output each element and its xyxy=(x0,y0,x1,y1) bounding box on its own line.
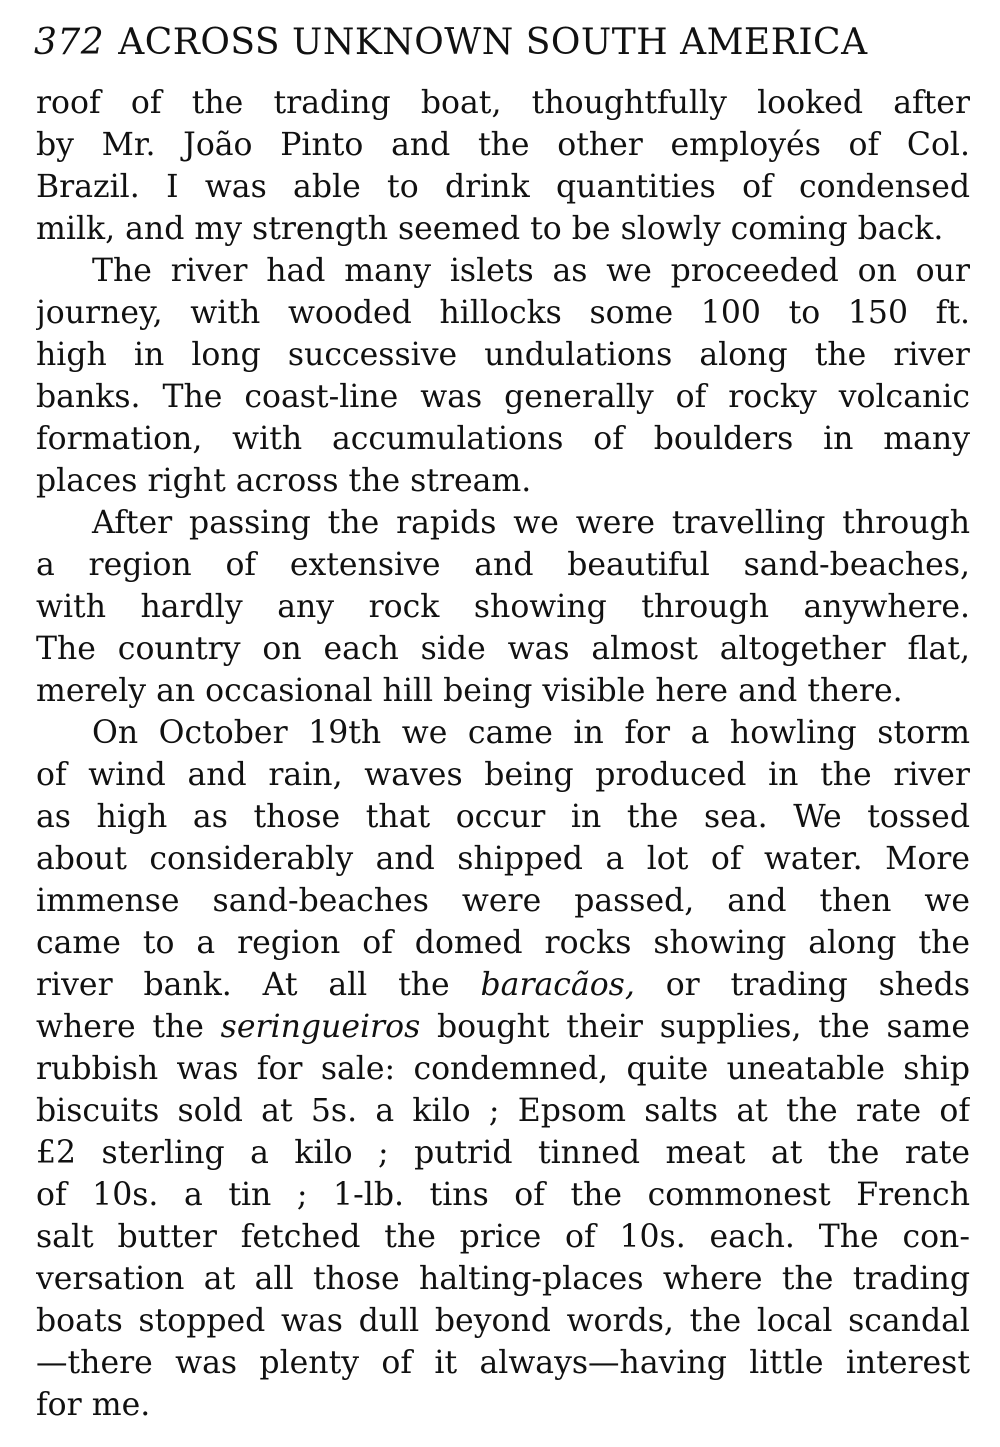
text-line: for me. xyxy=(36,1387,151,1423)
text-line: roof of the trading boat, thoughtfully looked after xyxy=(36,85,970,121)
text-line: merely an occasional hill being visible here and there. xyxy=(36,673,903,709)
text-segment: or trading sheds xyxy=(634,967,970,1003)
text-line: boats stopped was dull beyond words, the local scandal xyxy=(36,1303,970,1339)
text-line: salt butter fetched the price of 10s. each. The con- xyxy=(36,1219,970,1255)
page-number: 372 xyxy=(34,22,105,63)
text-line: high in long successive undulations along the river xyxy=(36,337,970,373)
text-segment: river bank. At all the xyxy=(36,967,481,1003)
text-line: of wind and rain, waves being produced in the river xyxy=(36,757,970,793)
text-line xyxy=(36,964,970,1006)
paragraph-first-line: After passing the rapids we were travelling through xyxy=(92,505,970,541)
running-title: ACROSS UNKNOWN SOUTH AMERICA xyxy=(118,22,868,63)
text-line: Brazil. I was able to drink quantities of condensed xyxy=(36,169,970,205)
page-header xyxy=(34,20,974,66)
text-line: biscuits sold at 5s. a kilo ; Epsom salts at the rate of xyxy=(36,1093,970,1129)
text-segment: bought their supplies, the same xyxy=(420,1009,970,1045)
text-line: journey, with wooded hillocks some 100 to 150 ft. xyxy=(36,295,970,331)
text-line: about considerably and shipped a lot of water. More xyxy=(36,841,970,877)
italic-term: baracãos, xyxy=(480,967,635,1003)
text-line: £2 sterling a kilo ; putrid tinned meat at the rate xyxy=(36,1135,970,1171)
text-line: rubbish was for sale: condemned, quite uneatable ship xyxy=(36,1051,970,1087)
text-line: versation at all those halting-places where the trading xyxy=(36,1261,970,1297)
text-line: with hardly any rock showing through anywhere. xyxy=(36,589,970,625)
paragraph-first-line: The river had many islets as we proceeded on our xyxy=(92,253,970,289)
text-line: a region of extensive and beautiful sand-beaches, xyxy=(36,547,970,583)
text-line: by Mr. João Pinto and the other employés of Col. xyxy=(36,127,970,163)
text-line xyxy=(36,1006,970,1048)
text-line: banks. The coast-line was generally of rocky volcanic xyxy=(36,379,970,415)
text-line: formation, with accumulations of boulders in many xyxy=(36,421,970,457)
italic-term: seringueiros xyxy=(220,1009,421,1045)
text-line: came to a region of domed rocks showing along the xyxy=(36,925,970,961)
paragraph-first-line: On October 19th we came in for a howling storm xyxy=(92,715,970,751)
text-line: as high as those that occur in the sea. We tossed xyxy=(36,799,970,835)
text-line: of 10s. a tin ; 1-lb. tins of the commonest French xyxy=(36,1177,970,1213)
text-line: places right across the stream. xyxy=(36,463,532,499)
text-line: milk, and my strength seemed to be slowly coming back. xyxy=(36,211,944,247)
text-segment: where the xyxy=(36,1009,221,1045)
text-line: —there was plenty of it always—having little interest xyxy=(36,1345,970,1381)
text-line: immense sand-beaches were passed, and then we xyxy=(36,883,970,919)
text-line: The country on each side was almost altogether flat, xyxy=(36,631,970,667)
body-text xyxy=(36,82,970,1426)
